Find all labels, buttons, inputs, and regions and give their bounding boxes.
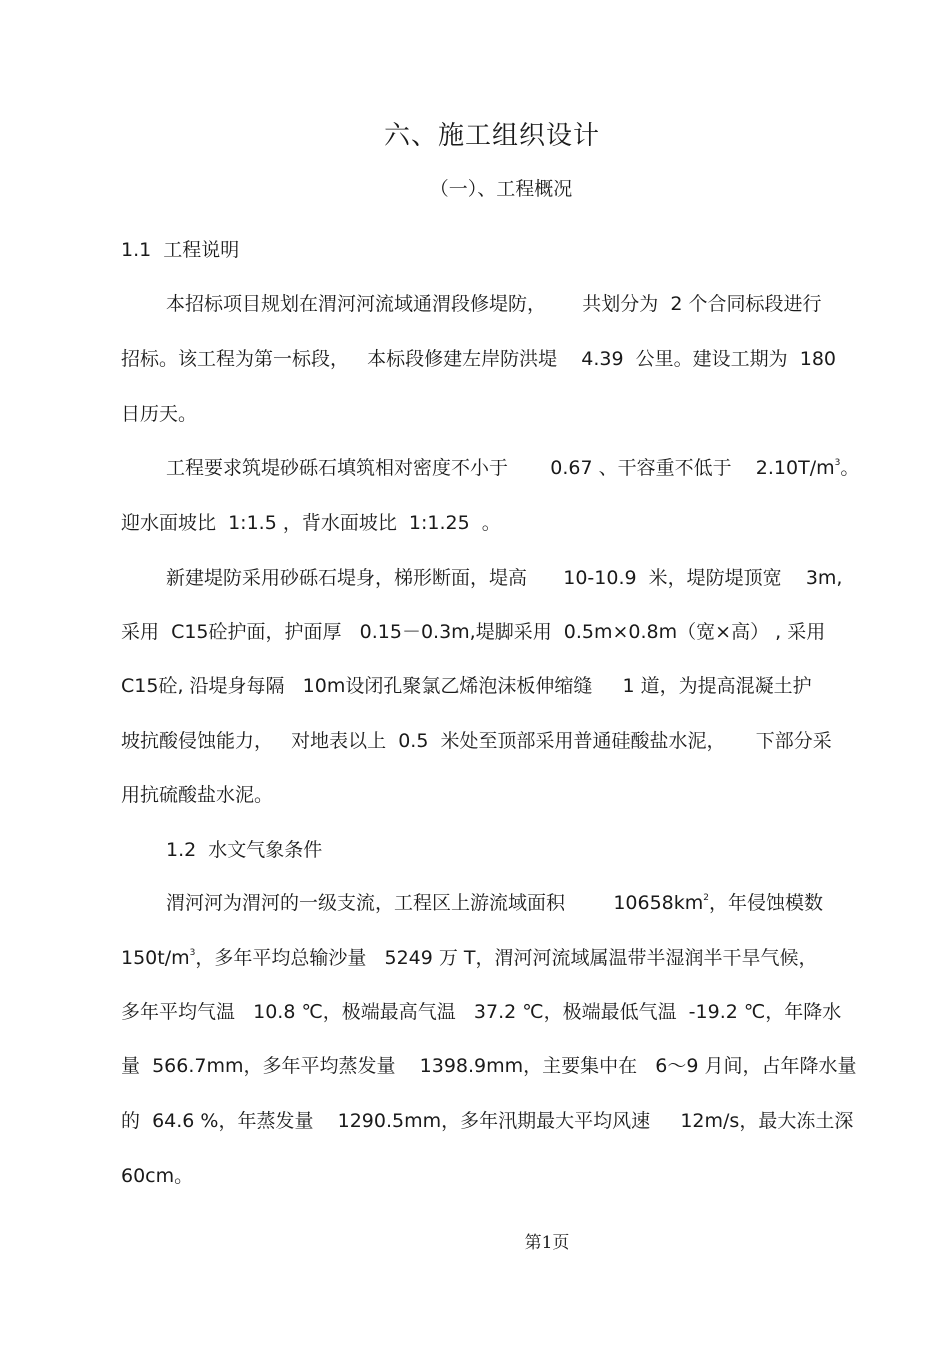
superscript-2: 2 [703, 893, 710, 903]
superscript-3: 3 [834, 458, 841, 468]
superscript-3: 3 [189, 948, 196, 958]
paragraph-4-line-5: 的 64.6 %，年蒸发量 1290.5mm，多年汛期最大平均风速 12m/s，最大冻土深 [121, 1110, 854, 1132]
text-run: 渭河河为渭河的一级支流，工程区上游流域面积 10658km [166, 892, 704, 914]
document-title: 六、施工组织设计 [383, 121, 600, 151]
paragraph-4-line-4: 量 566.7mm，多年平均蒸发量 1398.9mm，主要集中在 6～9 月间，占年降水量 [121, 1055, 857, 1077]
section-subtitle: （一）、工程概况 [429, 178, 573, 200]
text-run: ，多年平均总输沙量 5249 万 T，渭河河流域属温带半湿润半干旱气候， [195, 947, 818, 969]
paragraph-2-line-2: 迎水面坡比 1:1.5 ，背水面坡比 1:1.25 。 [121, 512, 501, 534]
page-number: 第1页 [524, 1233, 570, 1253]
paragraph-3-line-3: C15砼, 沿堤身每隔 10m设闭孔聚氯乙烯泡沫板伸缩缝 1 道，为提高混凝土护 [121, 675, 812, 697]
text-run: ，年侵蚀模数 [709, 892, 824, 914]
text-run: 150t/m [121, 947, 190, 969]
heading-1-1: 1.1 工程说明 [121, 239, 240, 261]
paragraph-2-line-1 [166, 456, 859, 480]
text-run: 工程要求筑堤砂砾石填筑相对密度不小于 0.67 、干容重不低于 2.10T/m [166, 457, 835, 479]
paragraph-1-line-2: 招标。该工程为第一标段， 本标段修建左岸防洪堤 4.39 公里。建设工期为 180 [121, 348, 837, 370]
paragraph-3-line-1: 新建堤防采用砂砾石堤身，梯形断面，堤高 10-10.9 米，堤防堤顶宽 3m, [166, 567, 843, 589]
paragraph-4-line-6: 60cm。 [121, 1165, 194, 1187]
paragraph-1-line-1: 本招标项目规划在渭河河流域通渭段修堤防， 共划分为 2 个合同标段进行 [166, 293, 822, 315]
paragraph-3-line-2: 采用 C15砼护面，护面厚 0.15－0.3m,堤脚采用 0.5m×0.8m（宽×高） , 采用 [121, 621, 826, 643]
paragraph-4-line-1 [166, 891, 823, 915]
paragraph-3-line-4: 坡抗酸侵蚀能力， 对地表以上 0.5 米处至顶部采用普通硅酸盐水泥， 下部分采 [121, 730, 832, 752]
paragraph-4-line-3: 多年平均气温 10.8 ℃，极端最高气温 37.2 ℃，极端最低气温 -19.2 ℃，年降水 [121, 1001, 842, 1023]
paragraph-3-line-5: 用抗硫酸盐水泥。 [121, 784, 274, 806]
paragraph-1-line-3: 日历天。 [121, 403, 198, 425]
heading-1-2: 1.2 水文气象条件 [166, 839, 323, 861]
paragraph-4-line-2 [121, 946, 818, 970]
text-run: 。 [840, 457, 860, 479]
